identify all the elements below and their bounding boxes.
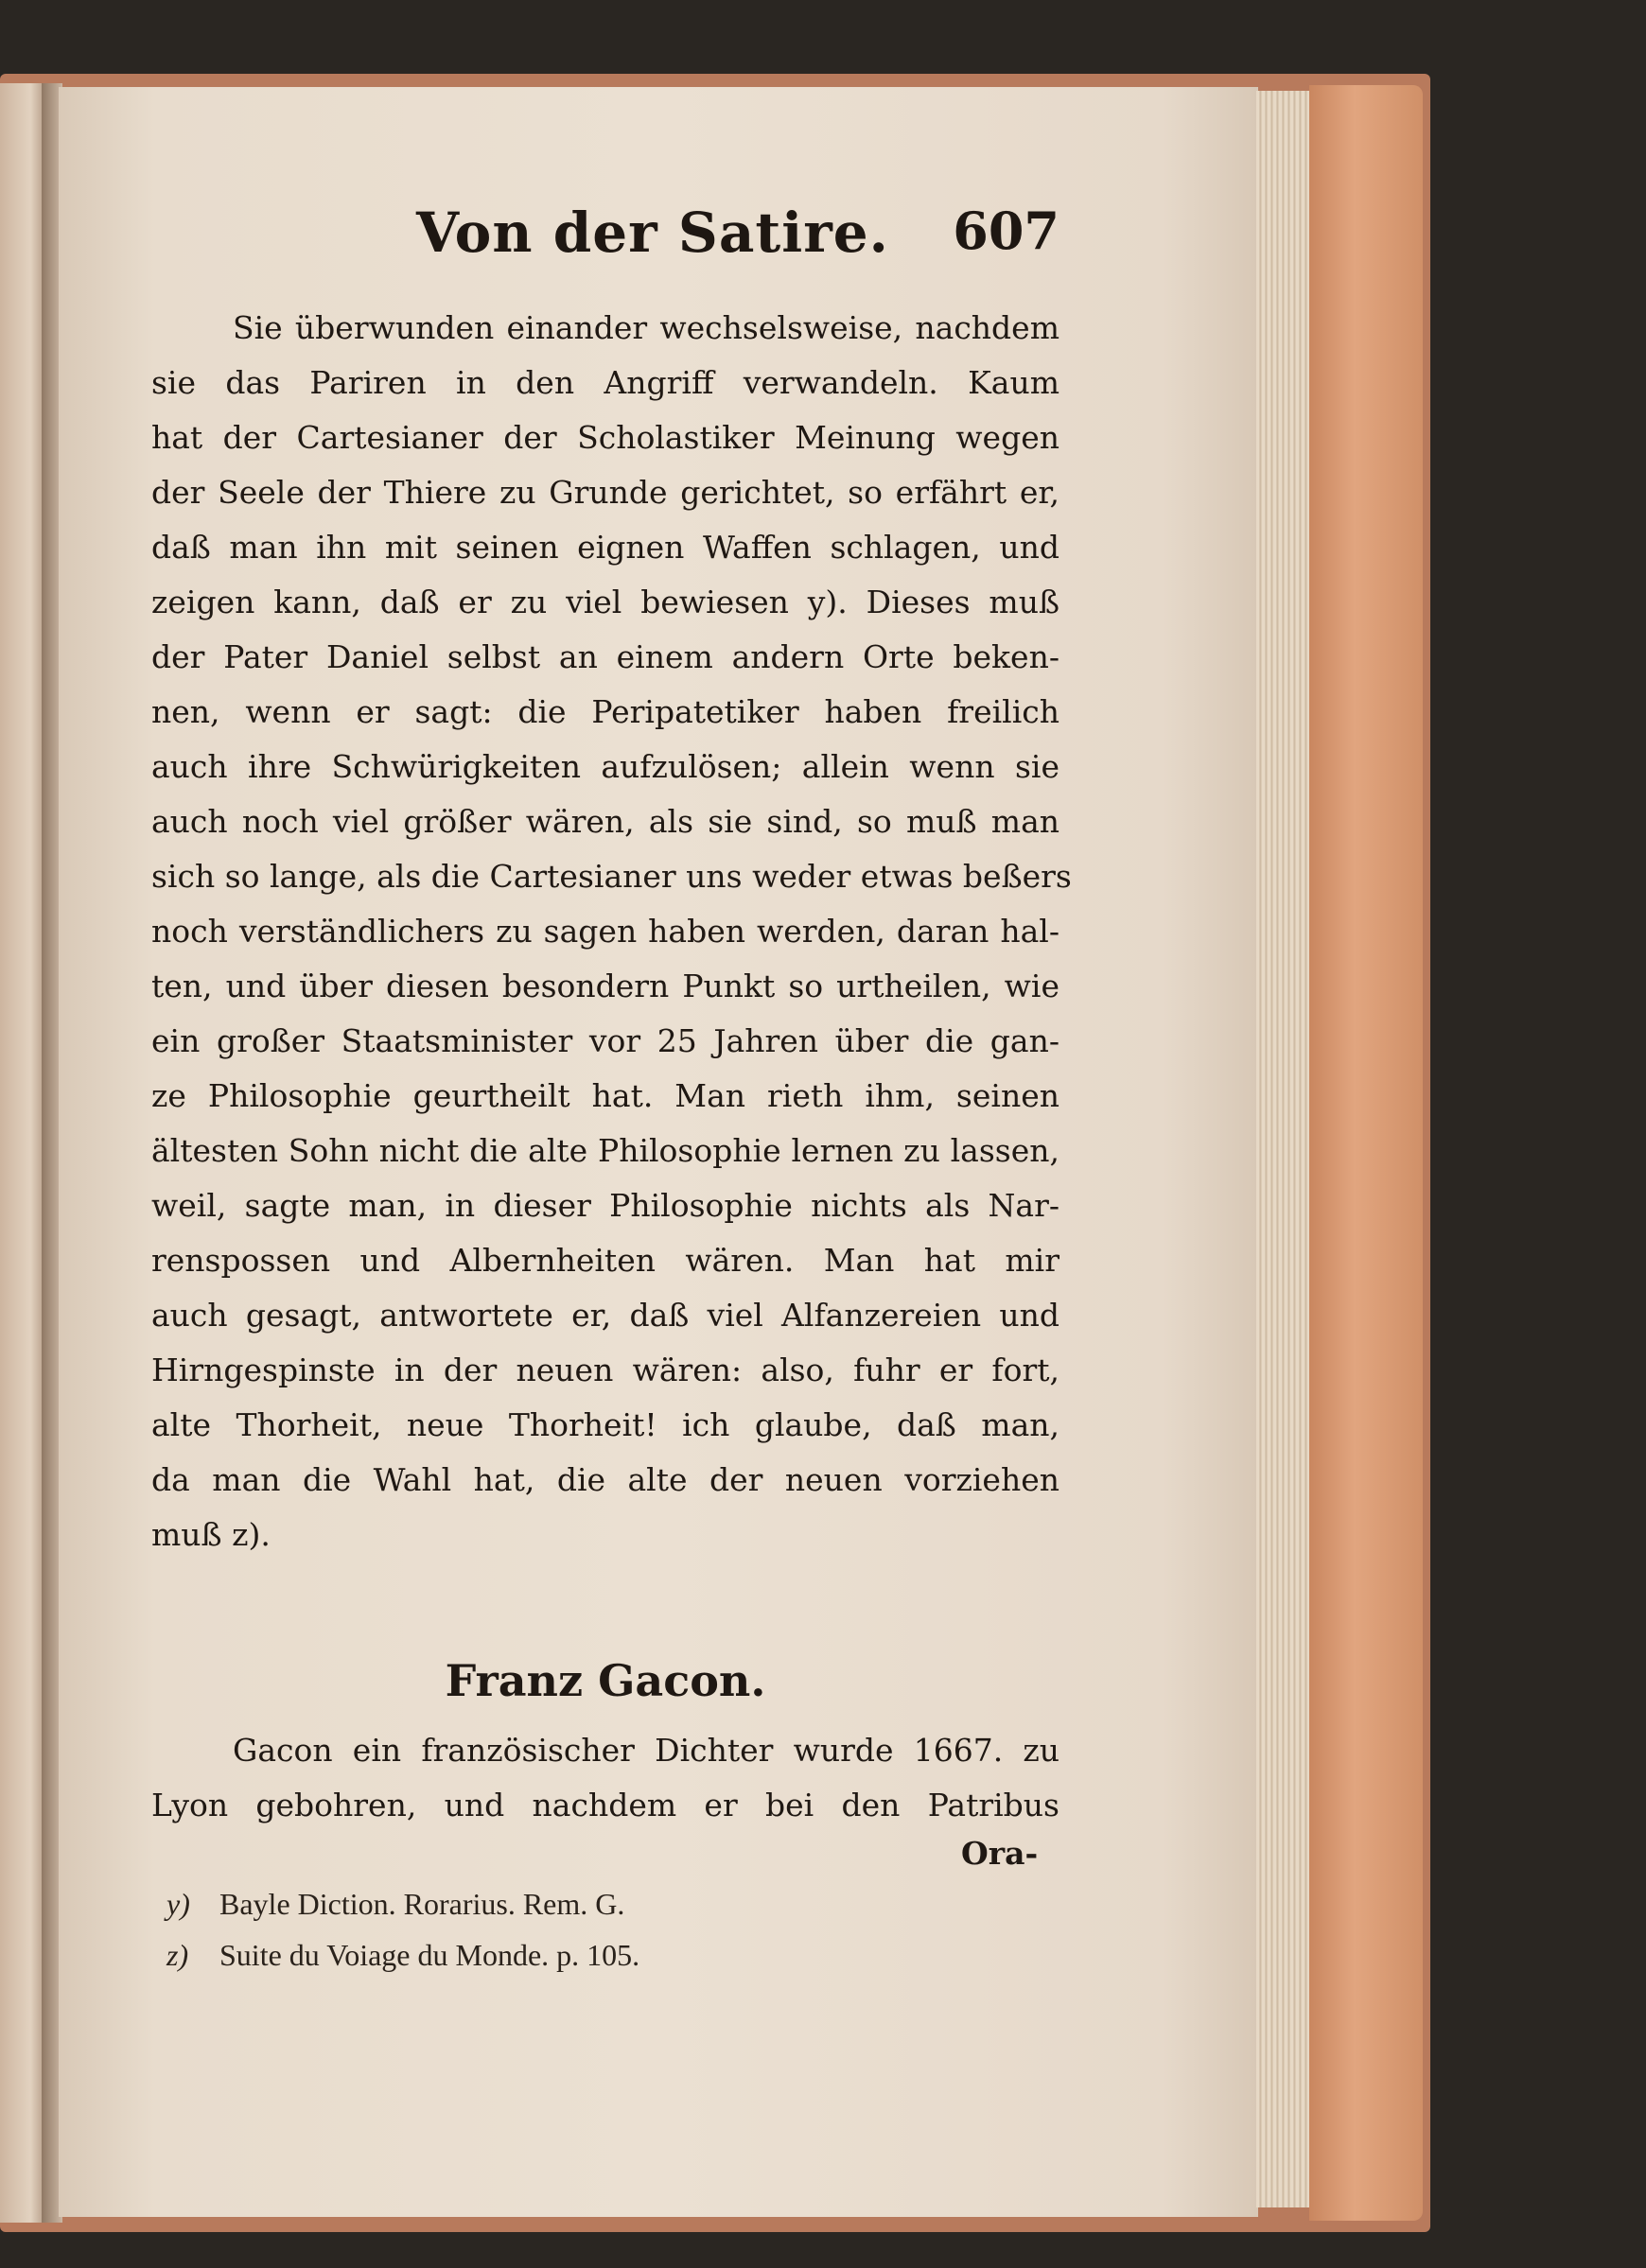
- footnote: [166, 1878, 1018, 1929]
- text-line: Gacon ein französischer Dichter wurde 1667. zu: [233, 1732, 1059, 1769]
- section-heading: Franz Gacon.: [445, 1655, 766, 1706]
- text-line: ältesten Sohn nicht die alte Philosophie lernen zu lassen,: [151, 1132, 1059, 1169]
- main-text-block: [151, 301, 1072, 1562]
- footnote-mark: y): [166, 1887, 190, 1921]
- text-line: ten, und über diesen besondern Punkt so urtheilen, wie: [151, 968, 1059, 1004]
- text-line: auch noch viel größer wären, als sie sind, so muß man: [151, 803, 1059, 840]
- cover-edge: [1309, 85, 1423, 2221]
- footnote-mark: z): [166, 1938, 189, 1972]
- catchword: Ora-: [961, 1835, 1039, 1872]
- section-text-block: [151, 1723, 1059, 1833]
- text-line: hat der Cartesianer der Scholastiker Meinung wegen: [151, 419, 1059, 456]
- page-number: 607: [953, 201, 1059, 261]
- footnote-text: Suite du Voiage du Monde. p. 105.: [219, 1938, 640, 1972]
- text-line: Hirngespinste in der neuen wären: also, fuhr er fort,: [151, 1352, 1059, 1388]
- text-line: alte Thorheit, neue Thorheit! ich glaube, daß man,: [151, 1406, 1059, 1443]
- text-line: ein großer Staatsminister vor 25 Jahren über die gan-: [151, 1022, 1059, 1059]
- text-line: nen, wenn er sagt: die Peripatetiker haben freilich: [151, 693, 1059, 730]
- footnotes: [166, 1878, 1018, 1980]
- text-line: Lyon gebohren, und nachdem er bei den Patribus: [151, 1787, 1059, 1823]
- text-line: sich so lange, als die Cartesianer uns weder etwas beßers: [151, 858, 1072, 895]
- text-line: muß z).: [151, 1516, 271, 1553]
- footnote-text: Bayle Diction. Rorarius. Rem. G.: [219, 1887, 625, 1921]
- text-line: ze Philosophie geurtheilt hat. Man rieth ihm, seinen: [151, 1077, 1059, 1114]
- text-line: sie das Pariren in den Angriff verwandeln. Kaum: [151, 364, 1059, 401]
- text-line: zeigen kann, daß er zu viel bewiesen y). Dieses muß: [151, 584, 1059, 620]
- text-line: weil, sagte man, in dieser Philosophie nichts als Nar-: [151, 1187, 1059, 1224]
- text-line: da man die Wahl hat, die alte der neuen vorziehen: [151, 1461, 1059, 1498]
- text-line: der Seele der Thiere zu Grunde gerichtet, so erfährt er,: [151, 474, 1059, 511]
- text-line: auch gesagt, antwortete er, daß viel Alfanzereien und: [151, 1297, 1059, 1334]
- text-line: der Pater Daniel selbst an einem andern Orte beken-: [151, 638, 1059, 675]
- text-line: noch verständlichers zu sagen haben werden, daran hal-: [151, 913, 1059, 950]
- text-line: renspossen und Albernheiten wären. Man hat mir: [151, 1242, 1059, 1279]
- text-line: auch ihre Schwürigkeiten aufzulösen; allein wenn sie: [151, 748, 1059, 785]
- running-title: Von der Satire.: [416, 201, 889, 265]
- page-block-edges: [1256, 91, 1311, 2207]
- footnote: [166, 1929, 1018, 1980]
- page-header: [151, 201, 1059, 286]
- previous-page-edge: [0, 83, 44, 2223]
- text-line: daß man ihn mit seinen eignen Waffen schlagen, und: [151, 529, 1059, 566]
- text-line: Sie überwunden einander wechselsweise, nachdem: [233, 309, 1059, 346]
